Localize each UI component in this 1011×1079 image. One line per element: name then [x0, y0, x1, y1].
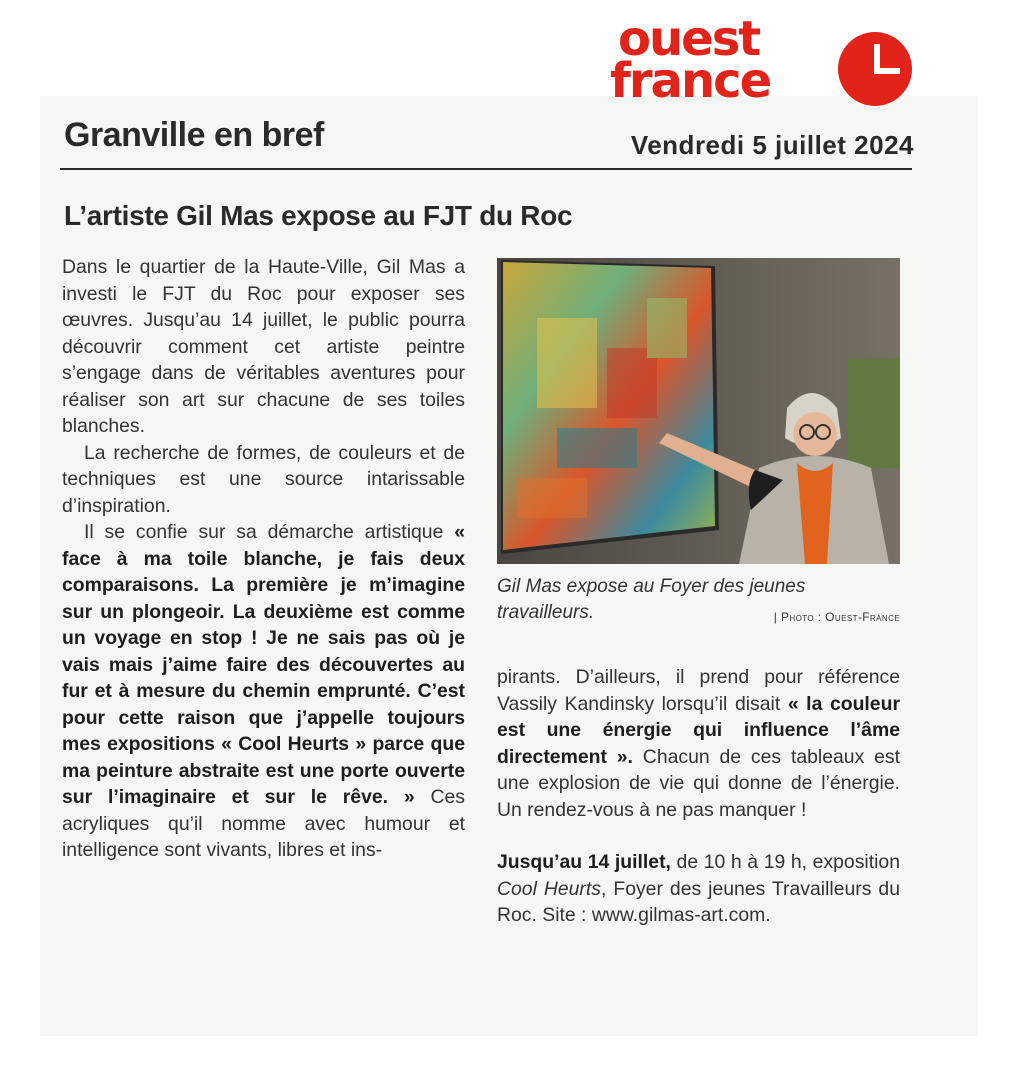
article-column-2	[497, 664, 900, 929]
article-column-1	[62, 254, 465, 864]
info-exhibition-title: Cool Heurts	[497, 877, 601, 900]
artist-quote: « face à ma toile blanche, je fais deux comparaisons. La première je m’imagine sur un plongeoir. La deuxième est comme un voyage en stop ! Je ne sais pas où je vais mais j’aime faire des découvertes au fur et à mesure du chemin emprunté. C’est pour cette raison que j’appelle toujours mes expositions « Cool Heurts » parce que ma peinture abstraite est une porte ouverte sur l’imaginaire et sur le rêve. »	[62, 521, 465, 808]
paragraph-approach	[62, 519, 465, 864]
logo-word-france: france	[610, 53, 771, 109]
section-title: Granville en bref	[64, 116, 324, 154]
publication-date: Vendredi 5 juillet 2024	[630, 130, 914, 160]
approach-end: Ces acryliques qu’il nomme avec humour et intelligence sont vivants, libres et ins-	[62, 786, 465, 861]
photo-caption: Gil Mas expose au Foyer des jeunes travailleurs.	[497, 576, 806, 623]
article-headline: L’artiste Gil Mas expose au FJT du Roc	[64, 200, 573, 231]
kandinsky-start: pirants. D’ailleurs, il prend pour référence Vassily Kandinsky lorsqu’il disait	[497, 666, 900, 715]
approach-intro: Il se confie sur sa démarche artistique	[84, 521, 455, 543]
practical-info	[497, 849, 900, 929]
photo-credit: | Photo : Ouest-France	[773, 610, 900, 624]
paragraph-inspiration: La recherche de formes, de couleurs et de techniques est une source intarissable d’inspiration.	[62, 441, 465, 517]
logo-mark-icon	[838, 32, 912, 106]
paragraph-kandinsky	[497, 664, 900, 823]
info-dates: Jusqu’au 14 juillet,	[497, 851, 671, 873]
kandinsky-quote: « la couleur est une énergie qui influence l’âme directement ».	[497, 692, 900, 768]
logo-word-ouest: ouest	[618, 11, 760, 67]
info-venue: , Foyer des jeunes Travailleurs du Roc. Site : www.gilmas-art.com.	[497, 877, 900, 926]
header-divider	[60, 168, 912, 170]
kandinsky-end: Chacun de ces tableaux est une explosion de vie qui donne de l’énergie. Un rendez-vous à ne pas manquer !	[497, 745, 900, 821]
paragraph-intro: Dans le quartier de la Haute-Ville, Gil Mas a investi le FJT du Roc pour exposer ses œuvres. Jusqu’au 14 juillet, le public pourra découvrir comment cet artiste peintre s’engage dans de véritables aventures pour réaliser son art sur chacune de ses toiles blanches.	[62, 256, 465, 437]
article-photo	[497, 258, 900, 564]
ouest-france-logo	[610, 11, 918, 118]
artist-painting-photo	[497, 258, 900, 564]
info-hours: de 10 h à 19 h, exposition	[670, 851, 900, 873]
